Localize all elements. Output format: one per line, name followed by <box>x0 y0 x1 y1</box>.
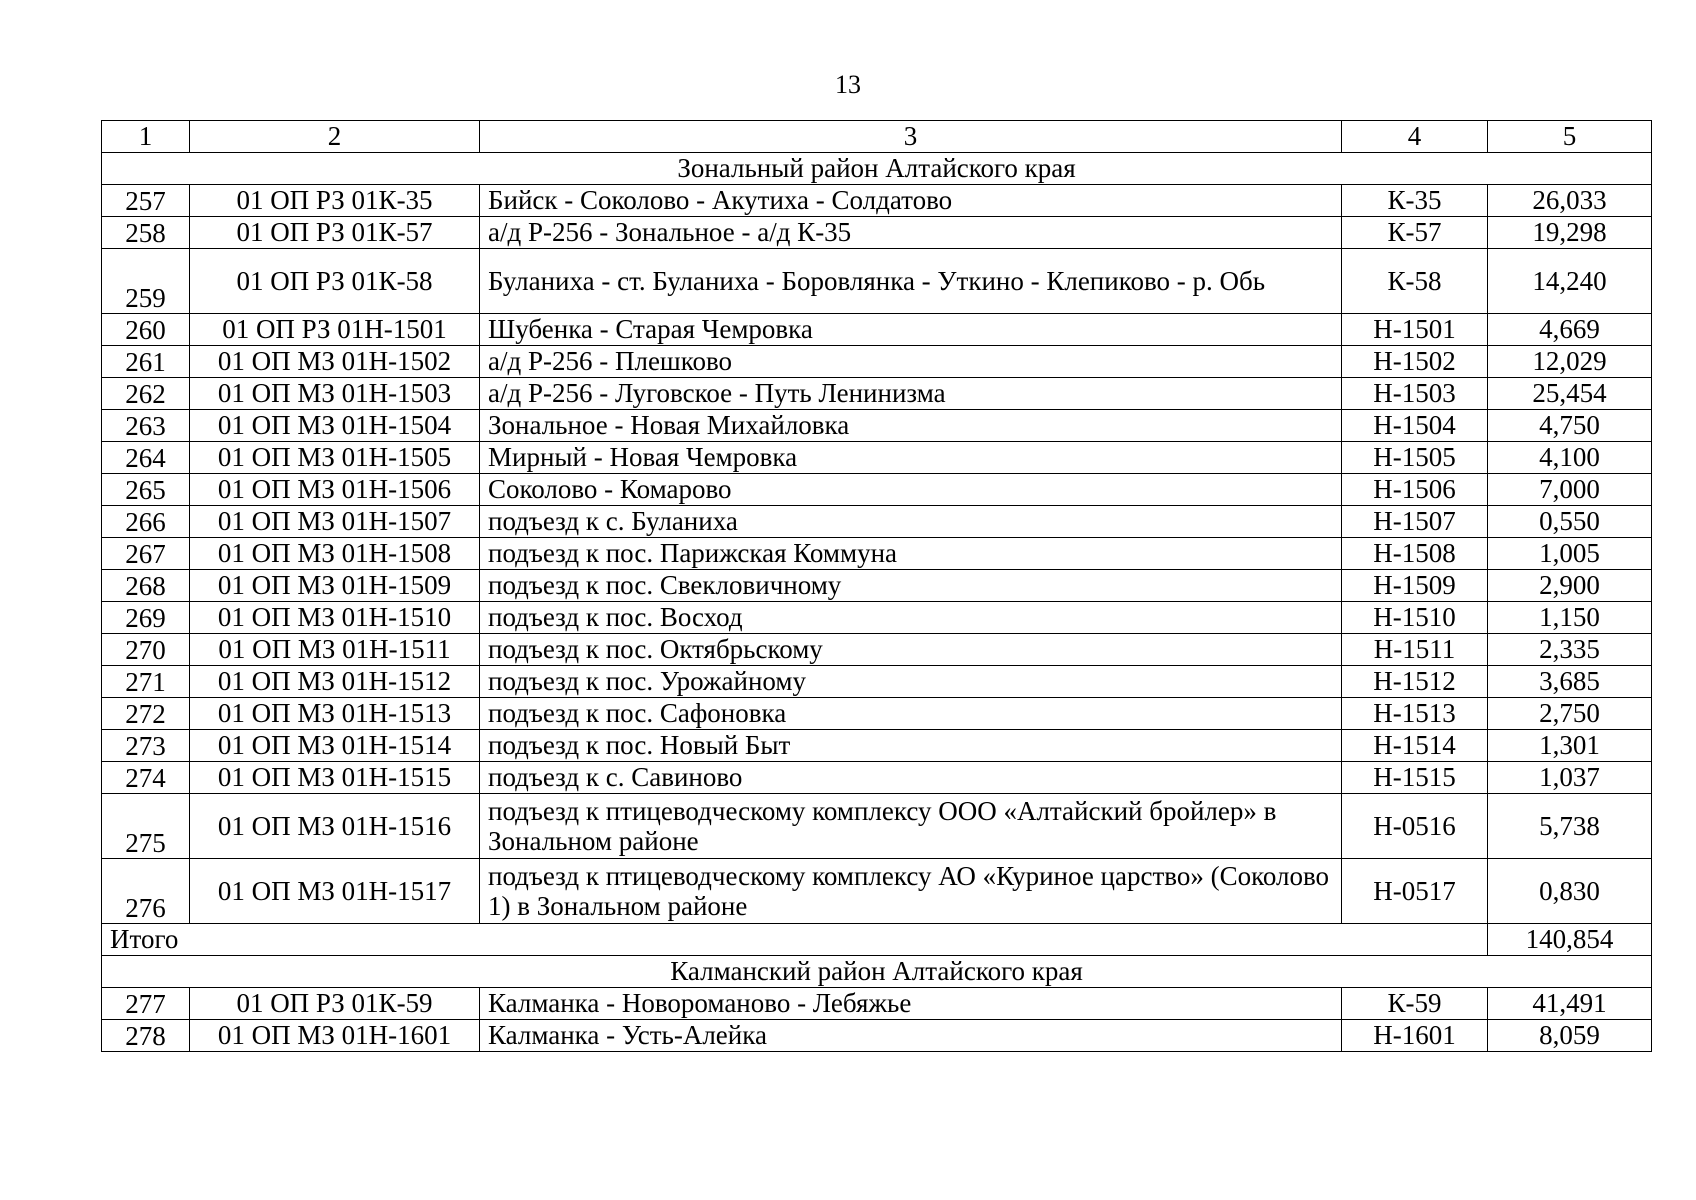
road-index: Н-1505 <box>1342 442 1488 474</box>
road-length: 41,491 <box>1488 988 1652 1020</box>
road-index: Н-1515 <box>1342 762 1488 794</box>
road-id-code: 01 ОП МЗ 01Н-1514 <box>190 730 480 762</box>
road-index: К-59 <box>1342 988 1488 1020</box>
road-id-code: 01 ОП МЗ 01Н-1506 <box>190 474 480 506</box>
roads-table <box>101 120 1652 1052</box>
road-name: подъезд к пос. Новый Быт <box>480 730 1342 762</box>
row-number: 276 <box>102 859 190 924</box>
road-index: Н-1507 <box>1342 506 1488 538</box>
road-name: Шубенка - Старая Чемровка <box>480 314 1342 346</box>
road-id-code: 01 ОП РЗ 01К-58 <box>190 249 480 314</box>
road-index: Н-1513 <box>1342 698 1488 730</box>
table-row <box>102 314 1652 346</box>
row-number: 274 <box>102 762 190 794</box>
row-number: 265 <box>102 474 190 506</box>
header-row <box>102 121 1652 153</box>
road-length: 1,037 <box>1488 762 1652 794</box>
road-length: 12,029 <box>1488 346 1652 378</box>
road-name: а/д Р-256 - Луговское - Путь Ленинизма <box>480 378 1342 410</box>
road-length: 4,669 <box>1488 314 1652 346</box>
road-id-code: 01 ОП МЗ 01Н-1508 <box>190 538 480 570</box>
road-length: 26,033 <box>1488 185 1652 217</box>
page-number: 13 <box>835 70 861 99</box>
district-title: Калманский район Алтайского края <box>102 956 1652 988</box>
table-row <box>102 859 1652 924</box>
row-number: 258 <box>102 217 190 249</box>
road-index: Н-0516 <box>1342 794 1488 859</box>
road-index: Н-1504 <box>1342 410 1488 442</box>
row-number: 263 <box>102 410 190 442</box>
row-number: 271 <box>102 666 190 698</box>
road-name: Бийск - Соколово - Акутиха - Солдатово <box>480 185 1342 217</box>
road-name: Калманка - Усть-Алейка <box>480 1020 1342 1052</box>
road-index: Н-1511 <box>1342 634 1488 666</box>
row-number: 275 <box>102 794 190 859</box>
header-cell: 1 <box>102 121 190 153</box>
total-value: 140,854 <box>1488 924 1652 956</box>
header-cell: 2 <box>190 121 480 153</box>
road-id-code: 01 ОП МЗ 01Н-1502 <box>190 346 480 378</box>
table-row <box>102 474 1652 506</box>
road-name: Буланиха - ст. Буланиха - Боровлянка - Уткино - Клепиково - р. Обь <box>480 249 1342 314</box>
table-row <box>102 506 1652 538</box>
row-number: 273 <box>102 730 190 762</box>
road-length: 2,900 <box>1488 570 1652 602</box>
road-id-code: 01 ОП МЗ 01Н-1517 <box>190 859 480 924</box>
row-number: 260 <box>102 314 190 346</box>
row-number: 266 <box>102 506 190 538</box>
road-length: 4,100 <box>1488 442 1652 474</box>
row-number: 272 <box>102 698 190 730</box>
road-name: подъезд к пос. Урожайному <box>480 666 1342 698</box>
row-number: 278 <box>102 1020 190 1052</box>
table-row <box>102 666 1652 698</box>
table-row <box>102 698 1652 730</box>
road-name: а/д Р-256 - Плешково <box>480 346 1342 378</box>
road-length: 2,750 <box>1488 698 1652 730</box>
total-label: Итого <box>102 924 1488 956</box>
road-name: Мирный - Новая Чемровка <box>480 442 1342 474</box>
table-row <box>102 249 1652 314</box>
row-number: 261 <box>102 346 190 378</box>
row-number: 259 <box>102 249 190 314</box>
road-length: 1,150 <box>1488 602 1652 634</box>
district-title: Зональный район Алтайского края <box>102 153 1652 185</box>
road-id-code: 01 ОП МЗ 01Н-1507 <box>190 506 480 538</box>
row-number: 267 <box>102 538 190 570</box>
road-id-code: 01 ОП РЗ 01К-57 <box>190 217 480 249</box>
road-name: подъезд к с. Савиново <box>480 762 1342 794</box>
road-index: Н-0517 <box>1342 859 1488 924</box>
road-name: подъезд к птицеводческому комплексу ООО «Алтайский бройлер» в Зональном районе <box>480 794 1342 859</box>
row-number: 262 <box>102 378 190 410</box>
road-length: 7,000 <box>1488 474 1652 506</box>
table-row <box>102 185 1652 217</box>
row-number: 269 <box>102 602 190 634</box>
road-id-code: 01 ОП МЗ 01Н-1601 <box>190 1020 480 1052</box>
road-index: К-58 <box>1342 249 1488 314</box>
road-id-code: 01 ОП МЗ 01Н-1511 <box>190 634 480 666</box>
road-length: 1,005 <box>1488 538 1652 570</box>
road-name: а/д Р-256 - Зональное - а/д К-35 <box>480 217 1342 249</box>
road-name: подъезд к птицеводческому комплексу АО «Куриное царство» (Соколово 1) в Зональном районе <box>480 859 1342 924</box>
road-id-code: 01 ОП МЗ 01Н-1504 <box>190 410 480 442</box>
road-name: Соколово - Комарово <box>480 474 1342 506</box>
road-index: Н-1512 <box>1342 666 1488 698</box>
road-index: К-35 <box>1342 185 1488 217</box>
table-row <box>102 602 1652 634</box>
road-length: 2,335 <box>1488 634 1652 666</box>
table-row <box>102 217 1652 249</box>
road-id-code: 01 ОП РЗ 01К-35 <box>190 185 480 217</box>
table-row <box>102 378 1652 410</box>
road-id-code: 01 ОП МЗ 01Н-1505 <box>190 442 480 474</box>
road-name: подъезд к с. Буланиха <box>480 506 1342 538</box>
road-index: К-57 <box>1342 217 1488 249</box>
district-row <box>102 153 1652 185</box>
table-row <box>102 442 1652 474</box>
road-name: подъезд к пос. Восход <box>480 602 1342 634</box>
table-row <box>102 538 1652 570</box>
road-index: Н-1509 <box>1342 570 1488 602</box>
table-row <box>102 634 1652 666</box>
row-number: 257 <box>102 185 190 217</box>
road-length: 8,059 <box>1488 1020 1652 1052</box>
road-index: Н-1508 <box>1342 538 1488 570</box>
road-length: 14,240 <box>1488 249 1652 314</box>
header-cell: 5 <box>1488 121 1652 153</box>
road-index: Н-1601 <box>1342 1020 1488 1052</box>
table-row <box>102 346 1652 378</box>
road-name: подъезд к пос. Сафоновка <box>480 698 1342 730</box>
table-row <box>102 794 1652 859</box>
road-length: 3,685 <box>1488 666 1652 698</box>
road-id-code: 01 ОП МЗ 01Н-1515 <box>190 762 480 794</box>
roads-table-body <box>102 121 1652 1052</box>
table-row <box>102 1020 1652 1052</box>
table-row <box>102 988 1652 1020</box>
road-index: Н-1506 <box>1342 474 1488 506</box>
road-id-code: 01 ОП МЗ 01Н-1503 <box>190 378 480 410</box>
road-name: подъезд к пос. Октябрьскому <box>480 634 1342 666</box>
row-number: 268 <box>102 570 190 602</box>
row-number: 277 <box>102 988 190 1020</box>
road-id-code: 01 ОП МЗ 01Н-1516 <box>190 794 480 859</box>
road-id-code: 01 ОП МЗ 01Н-1513 <box>190 698 480 730</box>
road-id-code: 01 ОП МЗ 01Н-1510 <box>190 602 480 634</box>
road-index: Н-1503 <box>1342 378 1488 410</box>
header-cell: 3 <box>480 121 1342 153</box>
road-length: 1,301 <box>1488 730 1652 762</box>
table-row <box>102 570 1652 602</box>
table-row <box>102 762 1652 794</box>
district-row <box>102 956 1652 988</box>
road-name: подъезд к пос. Парижская Коммуна <box>480 538 1342 570</box>
road-length: 4,750 <box>1488 410 1652 442</box>
road-index: Н-1502 <box>1342 346 1488 378</box>
road-length: 19,298 <box>1488 217 1652 249</box>
road-name: Зональное - Новая Михайловка <box>480 410 1342 442</box>
road-id-code: 01 ОП МЗ 01Н-1512 <box>190 666 480 698</box>
road-name: подъезд к пос. Свекловичному <box>480 570 1342 602</box>
road-length: 5,738 <box>1488 794 1652 859</box>
road-length: 0,550 <box>1488 506 1652 538</box>
road-index: Н-1501 <box>1342 314 1488 346</box>
header-cell: 4 <box>1342 121 1488 153</box>
row-number: 264 <box>102 442 190 474</box>
row-number: 270 <box>102 634 190 666</box>
total-row <box>102 924 1652 956</box>
table-row <box>102 410 1652 442</box>
road-length: 25,454 <box>1488 378 1652 410</box>
road-id-code: 01 ОП РЗ 01К-59 <box>190 988 480 1020</box>
table-row <box>102 730 1652 762</box>
road-index: Н-1514 <box>1342 730 1488 762</box>
road-id-code: 01 ОП МЗ 01Н-1509 <box>190 570 480 602</box>
road-index: Н-1510 <box>1342 602 1488 634</box>
road-length: 0,830 <box>1488 859 1652 924</box>
road-name: Калманка - Новороманово - Лебяжье <box>480 988 1342 1020</box>
road-id-code: 01 ОП РЗ 01Н-1501 <box>190 314 480 346</box>
